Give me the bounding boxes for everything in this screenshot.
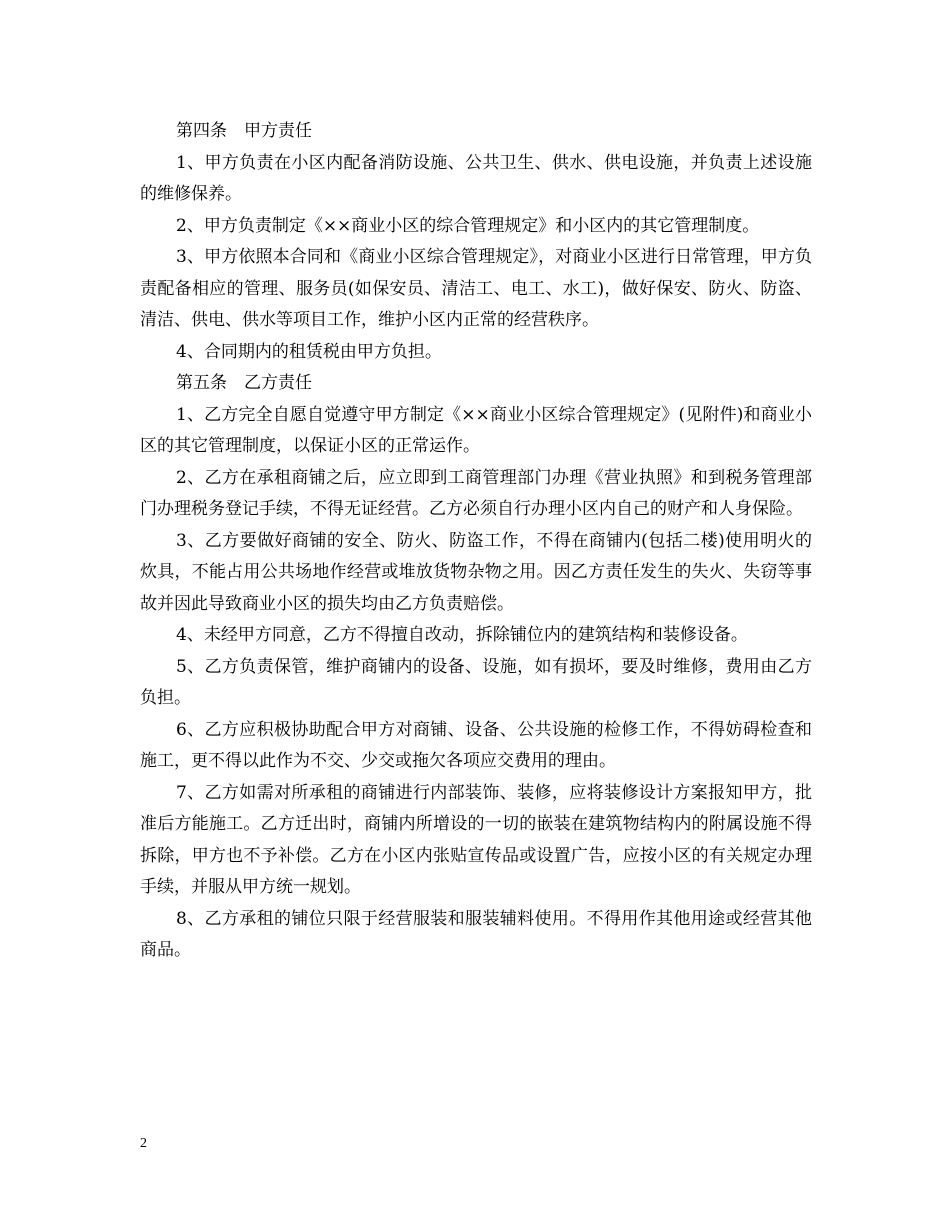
paragraph: 7、乙方如需对所承租的商铺进行内部装饰、装修，应将装修设计方案报知甲方，批准后方能施工。乙方迁出时，商铺内所增设的一切的嵌装在建筑物结构内的附属设施不得拆除，甲方也不予补偿。乙方在小区内张贴宣传品或设置广告，应按小区的有关规定办理手续，并服从甲方统一规划。 bbox=[140, 782, 812, 897]
page-number: 2 bbox=[140, 1136, 147, 1151]
section-heading-article-5: 第五条 乙方责任 bbox=[176, 373, 312, 393]
paragraph: 2、甲方负责制定《××商业小区的综合管理规定》和小区内的其它管理制度。 bbox=[176, 215, 760, 236]
paragraph: 6、乙方应积极协助配合甲方对商铺、设备、公共设施的检修工作，不得妨碍检查和施工，更不得以此作为不交、少交或拖欠各项应交费用的理由。 bbox=[140, 719, 812, 771]
document-body bbox=[140, 116, 812, 967]
paragraph: 3、甲方依照本合同和《商业小区综合管理规定》，对商业小区进行日常管理，甲方负责配备相应的管理、服务员(如保安员、清洁工、电工、水工)，做好保安、防火、防盗、清洁、供电、供水等项目工作，维护小区内正常的经营秩序。 bbox=[140, 247, 812, 330]
paragraph: 3、乙方要做好商铺的安全、防火、防盗工作，不得在商铺内(包括二楼)使用明火的炊具，不能占用公共场地作经营或堆放货物杂物之用。因乙方责任发生的失火、失窃等事故并因此导致商业小区的损失均由乙方负责赔偿。 bbox=[140, 530, 812, 614]
paragraph: 8、乙方承租的铺位只限于经营服装和服装辅料使用。不得用作其他用途或经营其他商品。 bbox=[140, 908, 812, 960]
paragraph: 1、乙方完全自愿自觉遵守甲方制定《××商业小区综合管理规定》(见附件)和商业小区的其它管理制度，以保证小区的正常运作。 bbox=[140, 404, 812, 456]
paragraph: 2、乙方在承租商铺之后，应立即到工商管理部门办理《营业执照》和到税务管理部门办理税务登记手续，不得无证经营。乙方必须自行办理小区内自己的财产和人身保险。 bbox=[140, 467, 812, 519]
paragraph: 1、甲方负责在小区内配备消防设施、公共卫生、供水、供电设施，并负责上述设施的维修保养。 bbox=[140, 152, 812, 204]
section-heading-article-4: 第四条 甲方责任 bbox=[176, 121, 312, 141]
paragraph: 4、合同期内的租赁税由甲方负担。 bbox=[176, 341, 442, 362]
paragraph: 4、未经甲方同意，乙方不得擅自改动，拆除铺位内的建筑结构和装修设备。 bbox=[176, 625, 748, 645]
paragraph: 5、乙方负责保管，维护商铺内的设备、设施，如有损坏，要及时维修，费用由乙方负担。 bbox=[140, 656, 812, 708]
